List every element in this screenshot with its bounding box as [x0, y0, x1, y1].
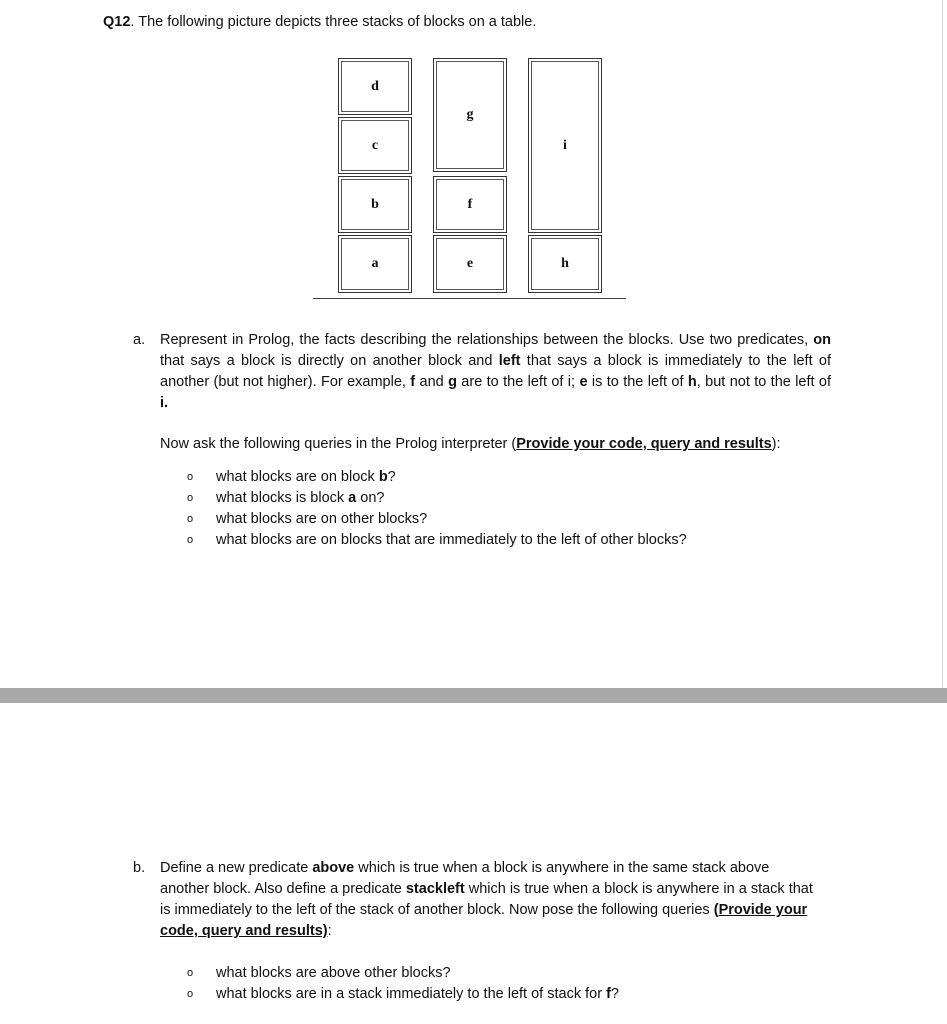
bold-f: f	[410, 374, 416, 390]
paren-open: (	[713, 902, 719, 918]
bullet-icon: o	[187, 513, 194, 525]
block-f: f	[433, 176, 507, 233]
page-break	[0, 688, 947, 703]
part-b-emphasis: Provide your code, query and results)	[160, 902, 808, 939]
list-item	[187, 509, 428, 530]
block-e: e	[433, 235, 507, 293]
block-g: g	[433, 58, 507, 172]
queries-intro-end: ):	[771, 436, 781, 452]
bullet-text: what blocks are in a stack immediately to the left of stack for	[216, 986, 607, 1002]
list-item	[187, 467, 396, 488]
bold-e: e	[579, 374, 588, 390]
question-title	[103, 14, 536, 30]
part-a-text	[133, 330, 832, 414]
part-b-end: :	[327, 923, 332, 939]
part-b-text	[133, 858, 820, 942]
queries-emphasis: Provide your code, query and results	[516, 436, 772, 452]
part-b-text-3: which is true when a block is anywhere in a stack that is immediately to the left of the stack of another block. Now pose the following queries	[160, 881, 813, 918]
list-item	[187, 488, 385, 509]
bullet-text: what blocks are on other blocks?	[216, 511, 428, 527]
bold-i: i.	[160, 395, 169, 411]
bullet-bold: b	[378, 469, 388, 485]
part-a-text-5: are to the left of i;	[456, 374, 580, 390]
part-a-text-4: and	[415, 374, 449, 390]
part-b-text-2: which is true when a block is anywhere in the same stack above another block. Also define a predicate	[160, 860, 770, 897]
part-a-marker: a.	[133, 332, 146, 348]
block-h: h	[528, 235, 602, 293]
bullet-text: what blocks are on blocks that are immediately to the left of other blocks?	[216, 532, 687, 548]
part-a-queries-intro	[160, 434, 840, 455]
bullet-icon: o	[187, 988, 194, 1000]
bullet-icon: o	[187, 492, 194, 504]
block-b: b	[338, 176, 412, 233]
table-line	[313, 298, 626, 299]
bullet-post: on?	[356, 490, 385, 506]
on-predicate: on	[813, 332, 831, 348]
question-number: Q12	[103, 14, 131, 30]
block-a: a	[338, 235, 412, 293]
list-item	[187, 984, 619, 1005]
part-b-text-1: Define a new predicate	[160, 860, 313, 876]
block-d: d	[338, 58, 412, 115]
list-item	[187, 963, 451, 984]
bullet-bold: a	[348, 490, 357, 506]
stackleft-predicate: stackleft	[405, 881, 465, 897]
bullet-post: ?	[387, 469, 396, 485]
part-a-text-2: that says a block is directly on another block and	[160, 353, 499, 369]
bullet-icon: o	[187, 967, 194, 979]
left-predicate: left	[498, 353, 521, 369]
bullet-post: ?	[610, 986, 619, 1002]
bullet-icon: o	[187, 534, 194, 546]
bullet-bold: f	[606, 986, 611, 1002]
above-predicate: above	[312, 860, 355, 876]
bullet-text: what blocks are above other blocks?	[216, 965, 451, 981]
bold-g: g	[448, 374, 457, 390]
part-a-text-7: , but not to the left of	[696, 374, 832, 390]
bullet-icon: o	[187, 471, 194, 483]
part-a-text-1: Represent in Prolog, the facts describing the relationships between the blocks. Use two predicates,	[160, 332, 814, 348]
list-item	[187, 530, 687, 551]
part-b-marker: b.	[133, 860, 146, 876]
queries-intro-text: Now ask the following queries in the Prolog interpreter (	[160, 436, 517, 452]
bold-h: h	[687, 374, 697, 390]
part-a-text-3: that says a block is immediately to the left of another (but not higher). For example,	[160, 353, 832, 390]
question-intro: . The following picture depicts three stacks of blocks on a table.	[130, 14, 537, 30]
part-a-text-6: is to the left of	[587, 374, 688, 390]
page-2	[0, 703, 942, 1024]
bullet-text: what blocks are on block	[216, 469, 379, 485]
block-c: c	[338, 117, 412, 174]
bullet-text: what blocks is block	[216, 490, 349, 506]
block-i: i	[528, 58, 602, 233]
